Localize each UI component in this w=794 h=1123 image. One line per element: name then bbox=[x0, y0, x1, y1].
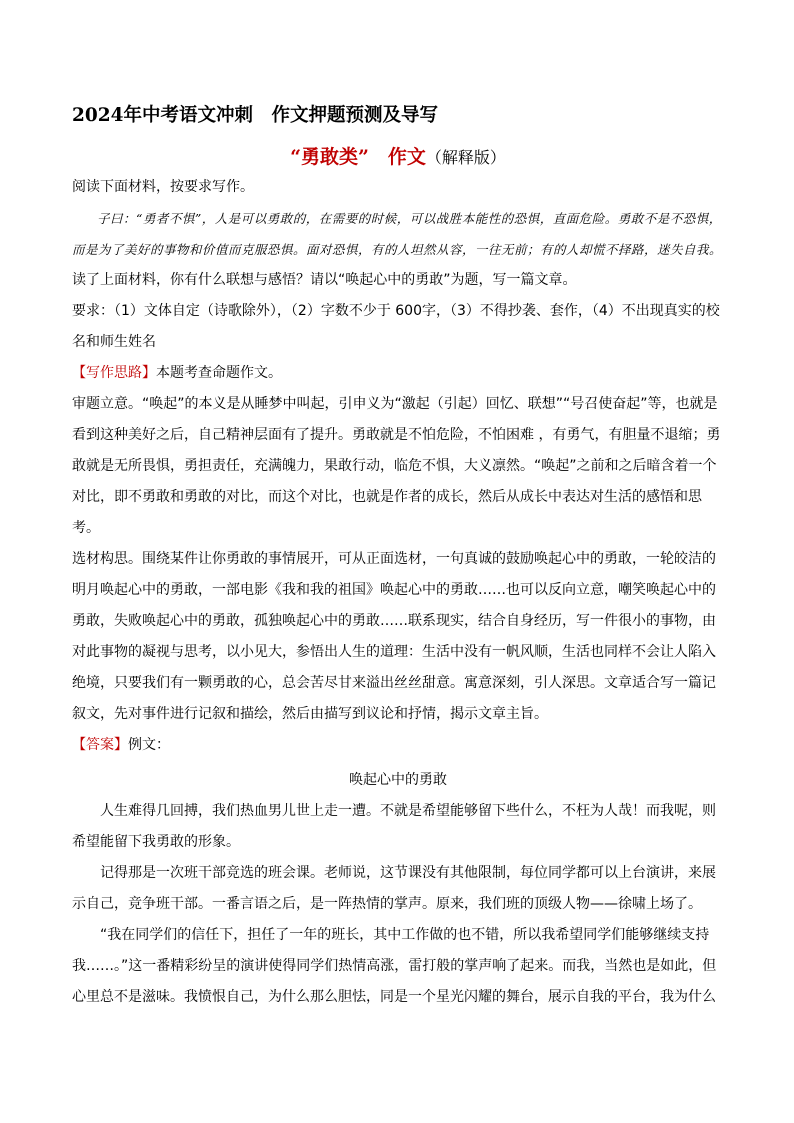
subtitle-version: （解释版） bbox=[425, 148, 506, 167]
document-subtitle bbox=[72, 143, 724, 172]
analysis-tag: 【写作思路】 bbox=[72, 365, 156, 381]
analysis-heading bbox=[72, 358, 724, 389]
essay-paragraph: 人生难得几回搏，我们热血男儿世上走一遭。不就是希望能够留下些什么，不枉为人哉！而我呢，则希望能留下我勇敢的形象。 bbox=[72, 803, 716, 850]
answer-tag-text: 例文： bbox=[128, 737, 170, 753]
answer-tag: 【答案】 bbox=[72, 737, 128, 753]
prompt-intro: 阅读下面材料，按要求写作。 bbox=[72, 179, 254, 195]
analysis-tag-text: 本题考查命题作文。 bbox=[156, 365, 282, 381]
essay-paragraph: 记得那是一次班干部竞选的班会课。老师说，这节课没有其他限制，每位同学都可以上台演讲，来展示自己，竞争班干部。一番言语之后，是一阵热情的掌声。原来，我们班的顶级人物——徐啸上场了。 bbox=[72, 865, 716, 912]
subtitle-category: “勇敢类” 作文 bbox=[290, 146, 426, 168]
essay-title: 唤起心中的勇敢 bbox=[349, 772, 447, 788]
prompt-quote: 子曰：“勇者不惧”，人是可以勇敢的，在需要的时候，可以战胜本能性的恐惧，直面危险。勇敢不是不恐惧，而是为了美好的事物和价值而克服恐惧。面对恐惧，有的人坦然从容，一往无前；有的人却慌不择路，迷失自我。 bbox=[72, 211, 723, 257]
essay-paragraph: “我在同学们的信任下，担任了一年的班长，其中工作做的也不错，所以我希望同学们能够继续支持我……。”这一番精彩纷呈的演讲使得同学们热情高涨，雷打般的掌声响了起来。而我，当然也是如此，但心里总不是滋味。我愤恨自己，为什么那么胆怯，同是一个星光闪耀的舞台，展示自我的平台，我为什么 bbox=[72, 927, 717, 1005]
answer-heading bbox=[72, 730, 724, 761]
analysis-paragraph-theme: 审题立意。“唤起”的本义是从睡梦中叫起，引申义为“激起（引起）回忆、联想”“号召使奋起”等，也就是看到这种美好之后，自己精神层面有了提升。勇敢就是不怕危险，不怕困难 ，有勇气，有胆量不退缩；勇敢就是无所畏惧，勇担责任，充满魄力，果敢行动，临危不惧，大义凛然。“唤起”之前和之后暗含着一个对比，即不勇敢和勇敢的对比，而这个对比，也就是作者的成长，然后从成长中表达对生活的感悟和思考。 bbox=[72, 396, 721, 536]
analysis-paragraph-material: 选材构思。围绕某件让你勇敢的事情展开，可从正面选材，一句真诚的鼓励唤起心中的勇敢，一轮皎洁的明月唤起心中的勇敢，一部电影《我和我的祖国》唤起心中的勇敢……也可以反向立意，嘲笑唤起心中的勇敢，失败唤起心中的勇敢，孤独唤起心中的勇敢……联系现实，结合自身经历，写一件很小的事物，由对此事物的凝视与思考，以小见大，参悟出人生的道理：生活中没有一帆风顺，生活也同样不会让人陷入绝境，只要我们有一颗勇敢的心，总会苦尽甘来溢出丝丝甜意。寓意深刻，引人深思。文章适合写一篇记叙文，先对事件进行记叙和描绘，然后由描写到议论和抒情，揭示文章主旨。 bbox=[72, 551, 716, 722]
document-page bbox=[72, 102, 724, 1013]
prompt-task: 读了上面材料，你有什么联想与感悟？请以“唤起心中的勇敢”为题，写一篇文章。 bbox=[72, 272, 577, 288]
prompt-requirements: 要求：（1）文体自定（诗歌除外），（2）字数不少于 600字，（3）不得抄袭、套作，（4）不出现真实的校名和师生姓名 bbox=[72, 303, 720, 350]
document-title: 2024年中考语文冲刺 作文押题预测及导写 bbox=[72, 105, 438, 126]
